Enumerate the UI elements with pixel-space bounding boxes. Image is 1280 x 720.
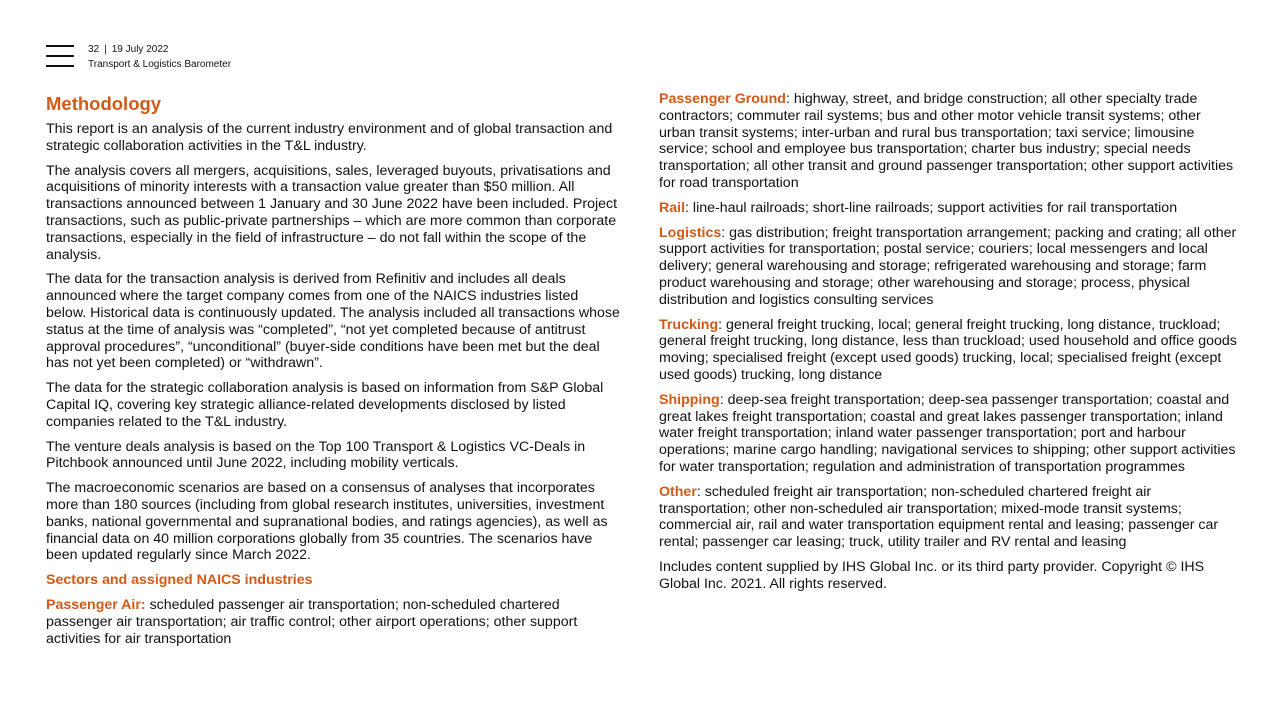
sector-shipping (659, 392, 1237, 476)
paragraph: The macroeconomic scenarios are based on a consensus of analyses that incorporates more than 180 sources (including from global research institutes, universities, investment banks, national governmental and supranational bodies, and ratings agencies), as well as financial data on 40 million corporations globally from 35 countries. The scenarios have been updated regularly since March 2022. (46, 480, 608, 564)
document-title: Transport & Logistics Barometer (88, 59, 232, 70)
paragraph: The venture deals analysis is based on the Top 100 Transport & Logistics VC-Deals in Pitchbook announced until June 2022, including mobility verticals. (46, 438, 586, 472)
copyright-notice: Includes content supplied by IHS Global Inc. or its third party provider. Copyright © IHS Global Inc. 2021. All rights reserved. (659, 558, 1205, 592)
sectors-subheading: Sectors and assigned NAICS industries (46, 572, 313, 589)
report-date: 19 July 2022 (111, 44, 169, 55)
sector-label: Passenger Air: (46, 596, 146, 613)
paragraph: This report is an analysis of the current industry environment and of global transaction and strategic collaboration activities in the T&L industry. (46, 121, 613, 154)
menu-icon[interactable] (46, 45, 74, 67)
sector-text: : line-haul railroads; short-line railroads; support activities for rail transportation (685, 199, 1178, 216)
sector-other (659, 484, 1237, 551)
sector-label: Trucking (659, 316, 719, 333)
right-column (659, 91, 1237, 601)
section-heading: Methodology (46, 93, 162, 114)
sector-trucking (659, 317, 1237, 384)
sector-text: : gas distribution; freight transportation arrangement; packing and crating; all other support activities for transportation; postal service; couriers; local messengers and local delivery; general warehousing and storage; refrigerated warehousing and storage; farm product warehousing and storage; other warehousing and storage; process, physical distribution and logistics consulting services (659, 224, 1237, 308)
left-column (46, 91, 621, 655)
sector-label: Rail (659, 199, 686, 216)
sector-text: : highway, street, and bridge construction; all other specialty trade contractors; commuter rail systems; bus and other motor vehicle transit systems; other urban transit systems; inter-urban and rural bus transportation; taxi service; limousine service; school and employee bus transportation; charter bus industry; special needs transportation; all other transit and ground passenger transportation; other support activities for road transportation (659, 91, 1234, 191)
paragraph: The analysis covers all mergers, acquisitions, sales, leveraged buyouts, privatisations and acquisitions of minority interests with a transaction value greater than $50 million. All transactions announced between 1 January and 30 June 2022 have been included. Project transactions, such as public-private partnerships – which are more common than corporate transactions, especially in the field of infrastructure – do not fall within the scope of the analysis. (46, 162, 618, 263)
paragraph: The data for the transaction analysis is derived from Refinitiv and includes all deals announced where the target company comes from one of the NAICS industries listed below. Historical data is continuously updated. The analysis included all transactions whose status at the time of analysis was “completed”, “not yet completed because of antitrust approval procedures”, “unconditional” (buyer-side conditions have been met but the deal has not yet been completed) or “withdrawn”. (46, 271, 620, 372)
sector-label: Logistics (659, 224, 722, 241)
sector-logistics (659, 225, 1237, 309)
sector-text: : scheduled freight air transportation; non-scheduled chartered freight air transportation; other non-scheduled air transportation; mixed-mode transit systems; commercial air, rail and water transportation equipment rental and leasing; passenger car rental; passenger car leasing; truck, utility trailer and RV rental and leasing (659, 483, 1219, 551)
paragraph: The data for the strategic collaboration analysis is based on information from S&P Global Capital IQ, covering key strategic alliance-related developments disclosed by listed companies related to the T&L industry. (46, 380, 604, 430)
sector-text: : deep-sea freight transportation; deep-sea passenger transportation; coastal and great lakes freight transportation; coastal and great lakes passenger transportation; inland water freight transportation; inland water passenger transportation; port and harbour operations; marine cargo handling; navigational services to shipping; other support activities for water transportation; regulation and administration of transportation programmes (659, 391, 1236, 475)
page-number: 32 (88, 44, 100, 55)
sector-passenger-air (46, 597, 621, 647)
sector-label: Other (659, 483, 697, 500)
header-text (88, 42, 231, 72)
sector-text: scheduled passenger air transportation; non-scheduled chartered passenger air transportation; air traffic control; other airport operations; other support activities for air transportation (46, 596, 578, 647)
header-separator: | (104, 44, 107, 55)
sector-passenger-ground (659, 91, 1237, 192)
sector-label: Passenger Ground (659, 91, 786, 107)
sector-rail (659, 200, 1237, 217)
sector-label: Shipping (659, 391, 720, 408)
sector-text: : general freight trucking, local; general freight trucking, long distance, truckload; general freight trucking, long distance, less than truckload; used household and office goods moving; specialised freight (except used goods) trucking, local; specialised freight (except used goods) trucking, long distance (659, 316, 1237, 383)
page-info (88, 42, 231, 57)
